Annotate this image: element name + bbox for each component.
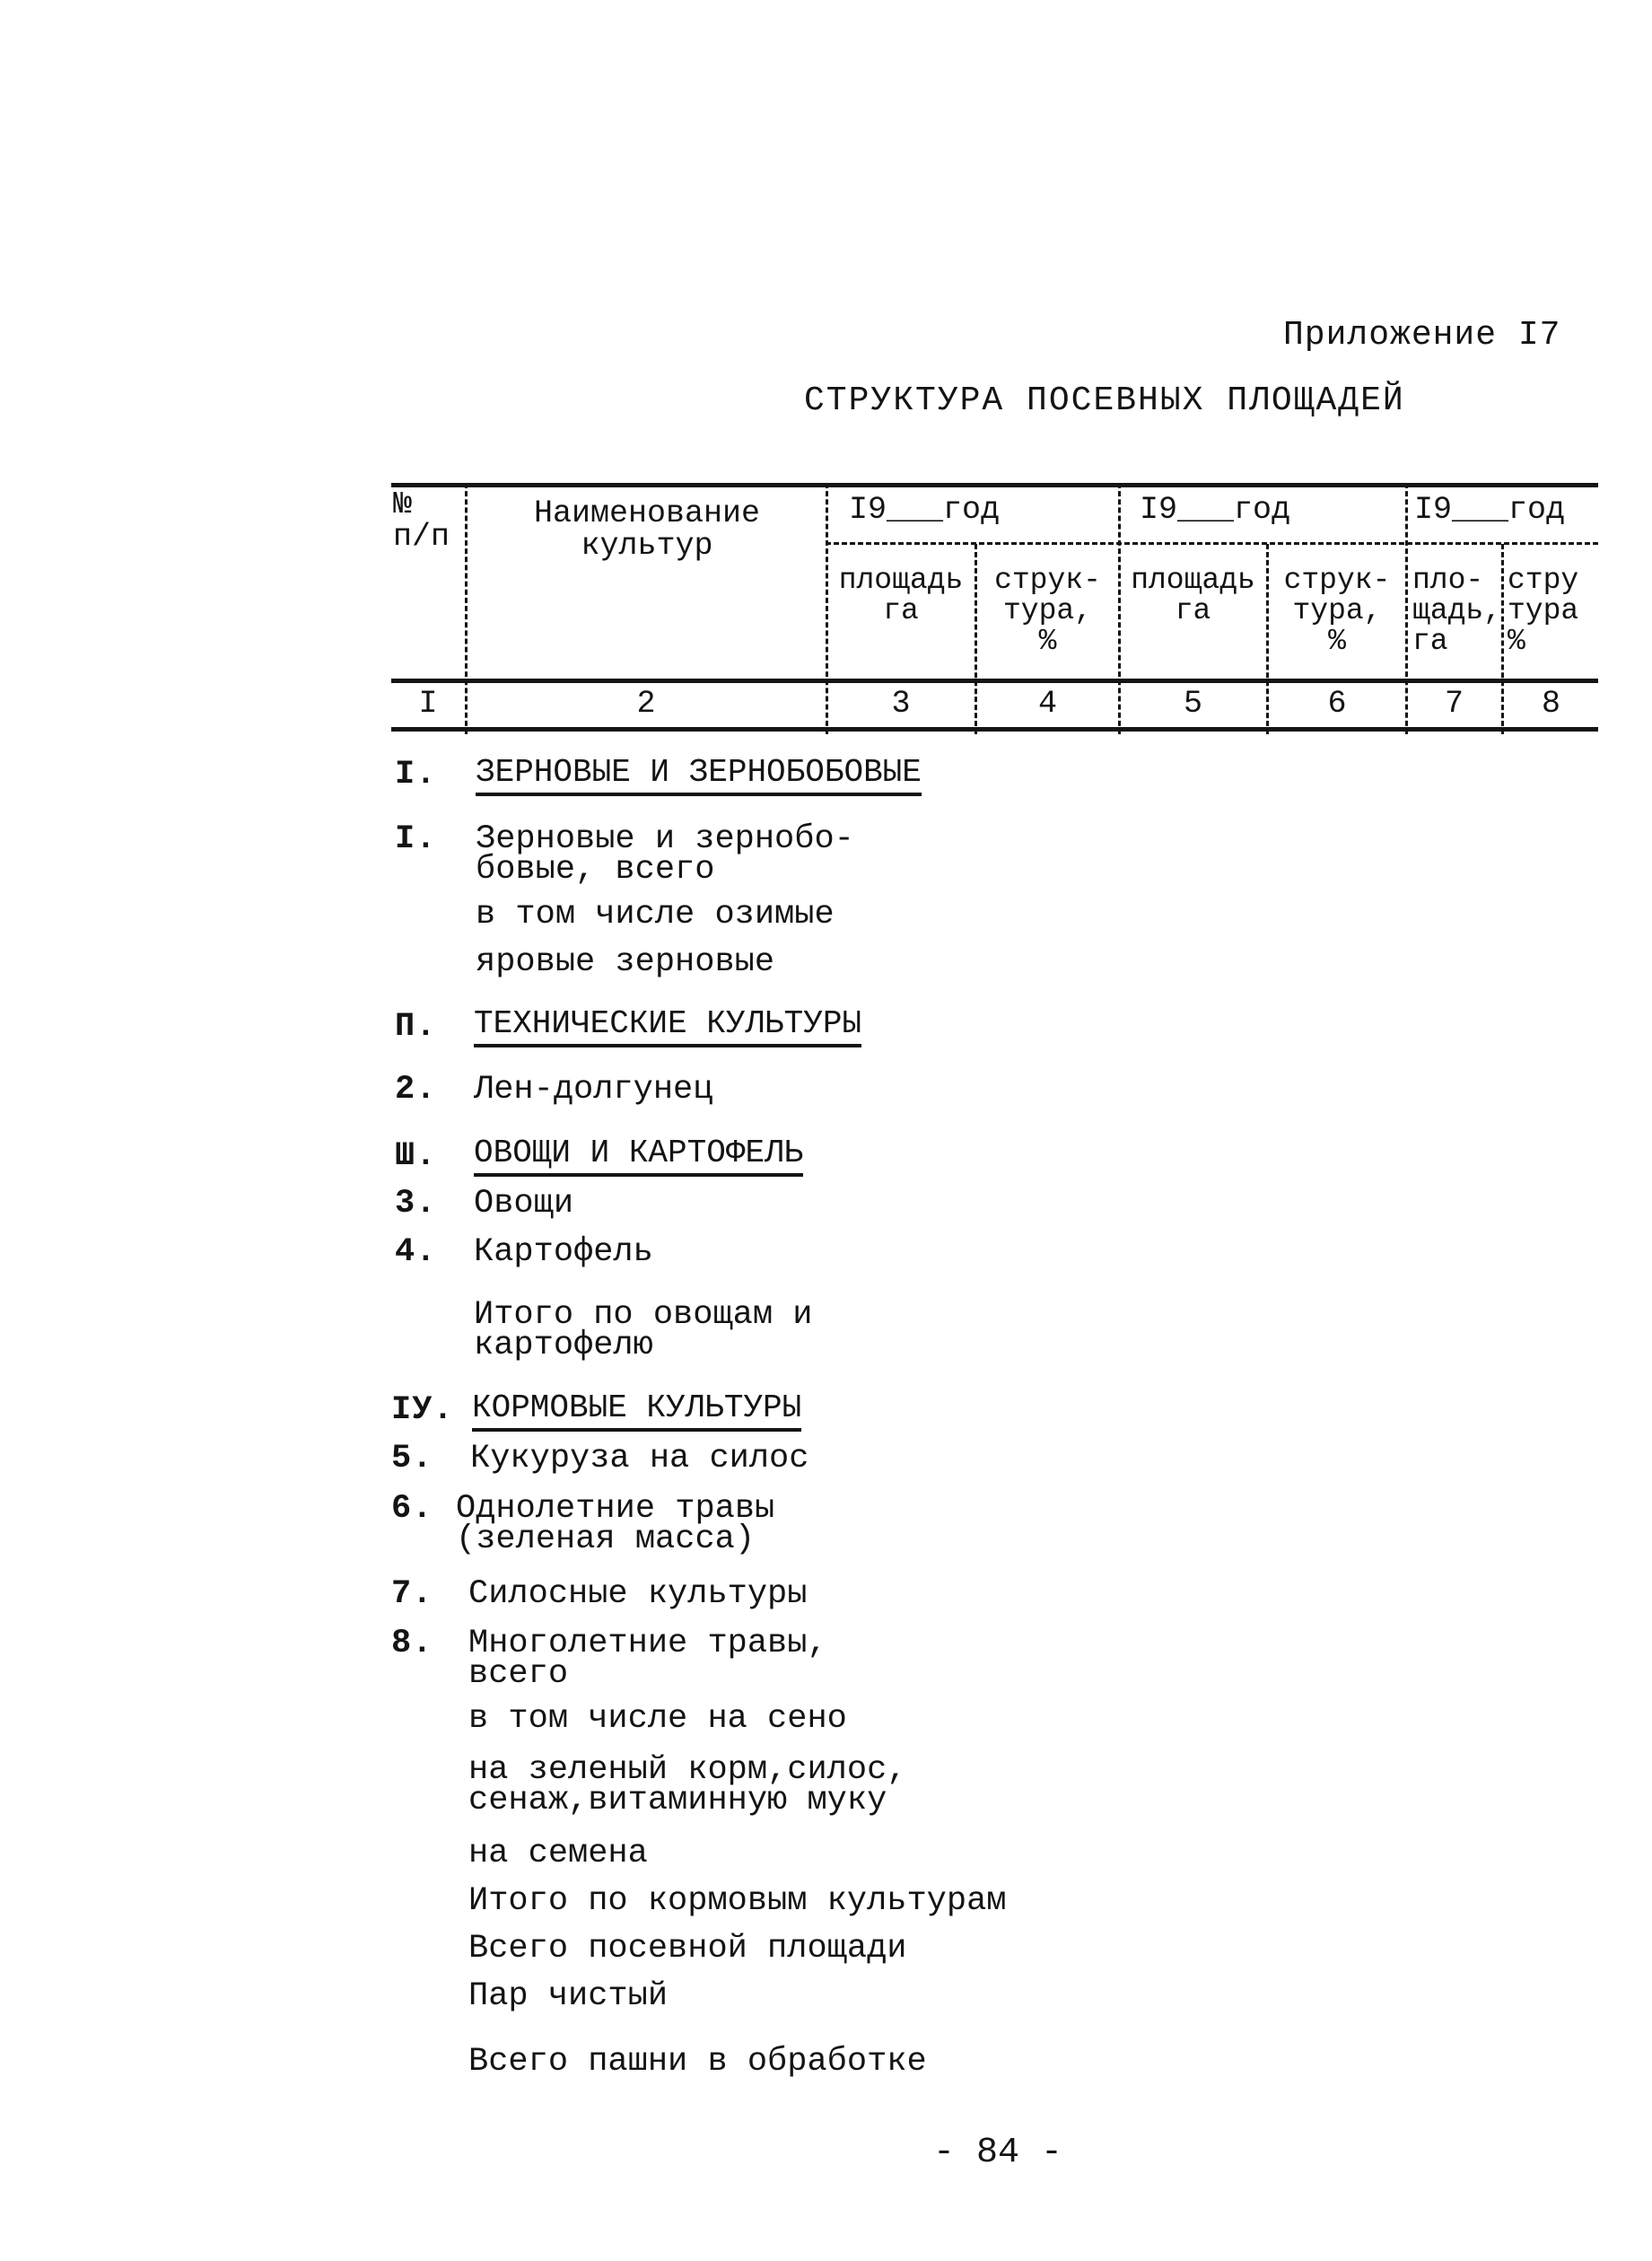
header-number: № п/п [393, 486, 450, 555]
row-number: 2. [395, 1071, 437, 1109]
header-area-3: пло- щадь, га [1412, 564, 1502, 658]
row-label: Многолетние травы, всего [468, 1625, 827, 1693]
column-number: 8 [1541, 686, 1560, 722]
row-label: на семена [468, 1835, 648, 1872]
table-top-rule [391, 483, 1598, 487]
row-label: Всего посевной площади [468, 1930, 907, 1967]
section-title: ЗЕРНОВЫЕ И ЗЕРНОБОБОВЫЕ [476, 754, 922, 796]
row-label: Картофель [474, 1233, 653, 1271]
section-title: ТЕХНИЧЕСКИЕ КУЛЬТУРЫ [474, 1005, 861, 1047]
header-structure-1: струк- тура, % [994, 564, 1101, 658]
row-label: Силосные культуры [468, 1575, 808, 1613]
section-title: КОРМОВЫЕ КУЛЬТУРЫ [472, 1389, 801, 1432]
row-number: Ш. [395, 1137, 437, 1175]
row-label: в том числе на сено [468, 1700, 847, 1738]
structure-table-header [391, 483, 1598, 734]
header-crop-name: Наименование культур [533, 495, 761, 564]
row-number: 8. [391, 1625, 433, 1662]
row-number: I. [395, 820, 437, 858]
header-year-3: I9___год [1414, 492, 1566, 528]
row-label: Овощи [474, 1185, 574, 1223]
column-number: 4 [1037, 686, 1057, 722]
row-number: 3. [395, 1185, 437, 1223]
row-label: Пар чистый [468, 1977, 669, 2015]
row-label: Однолетние травы (зеленая масса) [456, 1490, 775, 1558]
row-number: П. [395, 1008, 437, 1046]
table-header-rule [391, 679, 1598, 683]
column-number: 7 [1444, 686, 1464, 722]
header-area-1: площадь га [838, 564, 964, 627]
year-subheader-rule [826, 542, 1598, 545]
appendix-label: Приложение I7 [1283, 316, 1561, 355]
page-number: - 84 - [933, 2133, 1063, 2173]
row-number: IУ. [391, 1391, 454, 1429]
row-label: Зерновые и зернобо- бовые, всего [476, 820, 854, 889]
column-number: 2 [636, 686, 656, 722]
row-number: 6. [391, 1490, 433, 1528]
row-label: яровые зерновые [476, 943, 775, 981]
row-label: Лен-долгунец [474, 1071, 713, 1109]
row-label: Итого по кормовым культурам [468, 1882, 1007, 1920]
column-number: 6 [1327, 686, 1347, 722]
row-label: Кукуруза на силос [470, 1440, 809, 1477]
row-number: 4. [395, 1233, 437, 1271]
row-number: 7. [391, 1575, 433, 1613]
row-label: на зеленый корм,силос, сенаж,витаминную муку [468, 1751, 907, 1819]
document-title: СТРУКТУРА ПОСЕВНЫХ ПЛОЩАДЕЙ [804, 381, 1405, 420]
column-number: 3 [891, 686, 911, 722]
header-structure-2: струк- тура, % [1283, 564, 1391, 658]
table-number-rule [391, 727, 1598, 732]
header-year-2: I9___год [1140, 492, 1291, 528]
section-title: ОВОЩИ И КАРТОФЕЛЬ [474, 1135, 803, 1177]
row-label: в том числе озимые [476, 896, 835, 933]
header-structure-3: стру тура % [1508, 564, 1579, 658]
row-label: Всего пашни в обработке [468, 2043, 927, 2081]
row-number: I. [395, 756, 437, 793]
row-label: Итого по овощам и картофелю [474, 1296, 813, 1364]
header-area-2: площадь га [1131, 564, 1255, 627]
row-number: 5. [391, 1440, 433, 1477]
column-number: 5 [1183, 686, 1202, 722]
column-number: I [418, 686, 438, 722]
header-year-1: I9___год [849, 492, 1001, 528]
